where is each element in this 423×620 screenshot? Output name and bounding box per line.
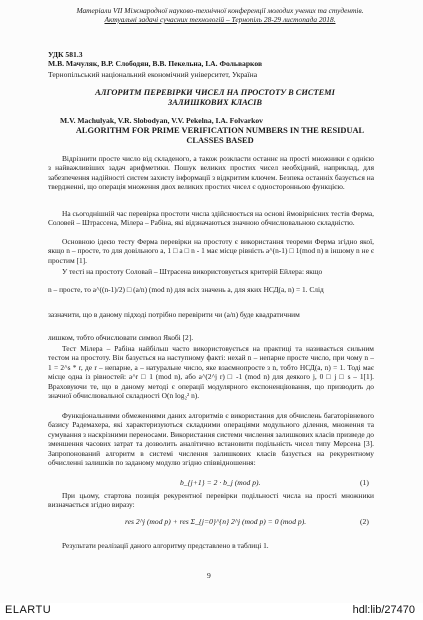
paragraph-miller-rabin: Тест Мілера – Рабіна найбільш часто використовується на практиці та називається сильним тестом на простоту. Він базується на наступному факті: нехай n – непарне просте число, при чому n – 1 = 2^s * r, де r – непарне, a – натуральне число, яке взаємнопросте з n, тобто НСД(a, n) = 1. Тоді має місце одна із рівностей: a^r □ 1 (mod n), або a^(2^j r) □ -1 (mod n) для деякого j, 0 □ j □ s – 1[1]. Враховуючи те, що в даному методі є операції модулярного експоненціювання, що призводить до значної обчислювальної складності O(n log₂² n). (48, 344, 374, 401)
formula-1-number: (1) (360, 478, 369, 487)
paragraph-fermat: Основною ідеєю тесту Ферма перевірки на простоту є використання теореми Ферма згідно якої, якщо n – просте, то для довільного a, 1 □ a □ n - 1 має місце рівність a^(n-1) □ 1(mod n) в іншому n не є простим [1]. (48, 237, 374, 265)
page-number: 9 (207, 571, 211, 580)
conference-header (55, 6, 385, 24)
udk-code: УДК 581.3 (48, 50, 83, 59)
paragraph-solovay-2: n – просте, то a^((n-1)/2) □ (a/n) (mod n) для всіх значень a, для яких НСД(a, n) = 1. Слід (48, 285, 324, 294)
authors-english: M.V. Machulyak, V.R. Slobodyan, V.V. Pekelna, I.A. Folvarkov (60, 116, 263, 125)
formula-2-number: (2) (360, 517, 369, 526)
handle-identifier: hdl:lib/27470 (352, 604, 415, 616)
title-english: ALGORITHM FOR PRIME VERIFICATION NUMBERS IN THE RESIDUAL CLASSES BASED (75, 126, 365, 145)
title-ukrainian: АЛГОРИТМ ПЕРЕВІРКИ ЧИСЕЛ НА ПРОСТОТУ В СИСТЕМІ ЗАЛИШКОВИХ КЛАСІВ (95, 88, 335, 107)
paragraph-limitations: Функціональними обмеженнями даних алгоритмів є використання для обчислень багаторівневого базису Радемахера, які характеризуються складними операціями модульного ділення, множення та сумування з наскрізними переносами. Використання системи числення залишкових класів призведе до зменшення часових затрат та дозволить аналітично встановити подільність чисел типу Мерсена [3]. Запропонований алгоритм в системі числення залишкових класів базується на рекурентному обчисленні залишків по заданому модулю згідно співвідношення: (48, 411, 374, 468)
paragraph-results: Результати реалізації даного алгоритму представлено в таблиці 1. (62, 541, 269, 550)
authors-ukrainian: М.В. Мачуляк, В.Р. Слободян, В.В. Пекельна, І.А. Фольварков (48, 59, 263, 68)
affiliation: Тернопільський національний економічний університет, Україна (48, 70, 258, 79)
paragraph-start-position: При цьому, стартова позиція рекурентної перевірки подільності числа на прості множники визначається згідно виразу: (48, 491, 374, 510)
paragraph-solovay-1: У тесті на простоту Соловай – Штрасена використовується критерій Ейлера: якщо (62, 267, 323, 276)
header-line-1: Матеріали VII Міжнародної науково-технічної конференції молодих учених та студентів. (76, 6, 364, 15)
paragraph-solovay-4: лишком, тобто обчислювати символ Якобі [2]. (48, 333, 194, 342)
paragraph-solovay-3: зазначити, що в даному підході потрібно перевірити чи (a/n) буде квадратичним (48, 310, 300, 319)
formula-2: res 2^j (mod p) + res Σ_{j=0}^{n} 2^j (mod p) = 0 (mod p). (125, 517, 307, 526)
paragraph-intro: Відрізнити просте число від складеного, а також розкласти останнє на прості множники є однією з найважливіших задач арифметики. Пошук великих простих чисел необхідний, наприклад, для забезпечення надійності систем захисту інформації з відкритим ключем. Безпека останніх базується на твердженні, що операція множення двох великих простих чисел є односторонньою функцією. (48, 154, 374, 192)
repository-name: ELARTU (5, 604, 52, 616)
paragraph-tests: На сьогоднішній час перевірка простоти числа здійснюється на основі ймовірнісних тестів Ферма, Соловей – Штрассена, Мілера – Рабіна, які відзначаються значною обчислювальною складністю. (48, 209, 374, 228)
header-line-2: Актуальні задачі сучасних технологій – Тернопіль 28-29 листопада 2018. (104, 15, 336, 24)
formula-1: b_{j+1} = 2 · b_j (mod p). (180, 478, 261, 487)
